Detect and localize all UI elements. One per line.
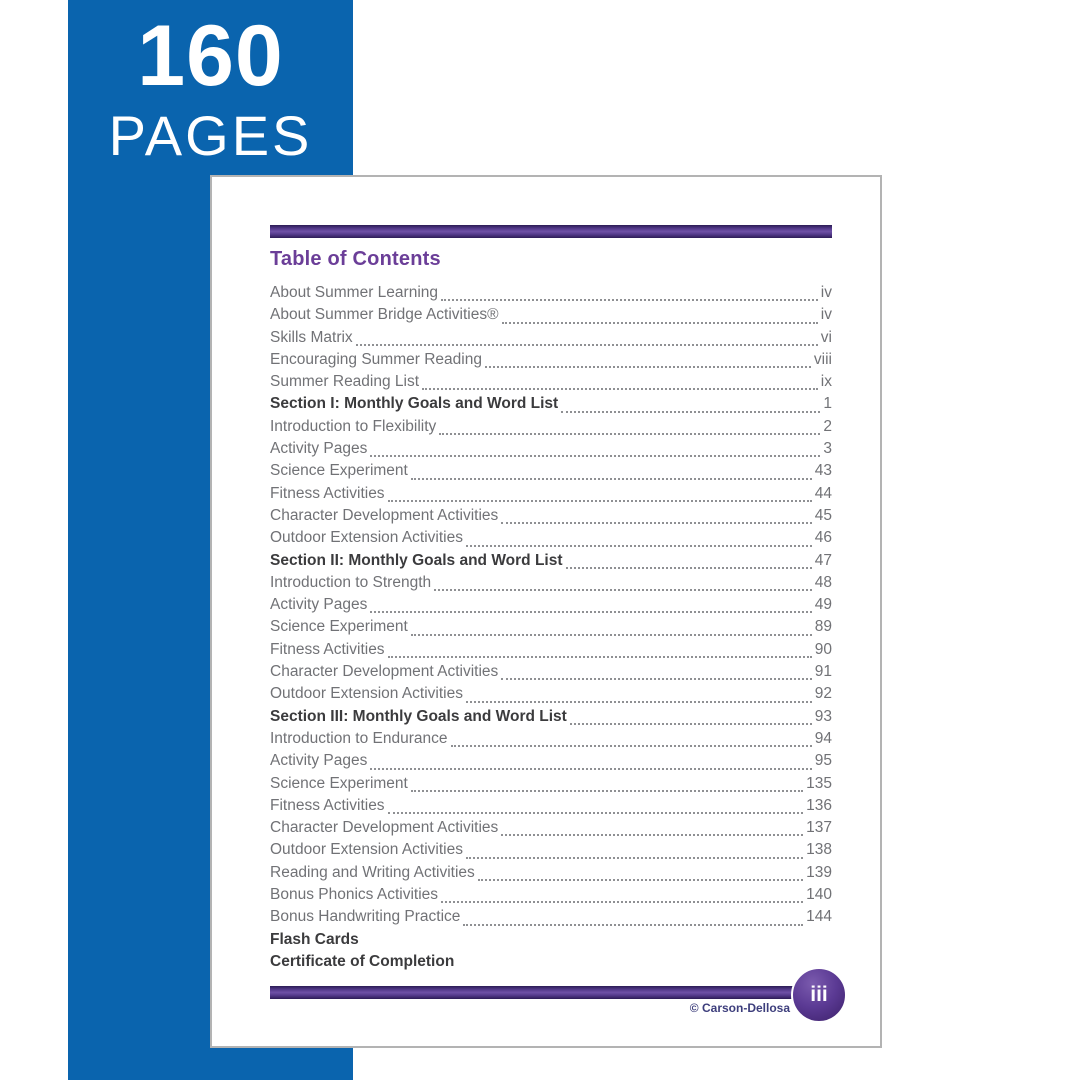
toc-entry-page: 92 [814,685,832,703]
toc-row [270,373,832,395]
toc-entry-page: 91 [814,663,832,681]
toc-entry-page: 45 [814,506,832,524]
page-title: Table of Contents [270,248,441,270]
toc-leader-dots [388,812,804,814]
toc-entry-label: About Summer Bridge Activities® [270,306,499,324]
toc-leader-dots [478,879,803,881]
toc-row [270,485,832,507]
toc-entry-page: 138 [806,841,832,859]
toc-row [270,663,832,685]
toc-entry-page: 47 [814,551,832,569]
toc-entry-label: Fitness Activities [270,796,385,814]
page-number-text: iii [810,983,828,1006]
toc-row [270,752,832,774]
toc-entry-label: Section I: Monthly Goals and Word List [270,395,559,413]
toc-entry-page: 46 [814,529,832,547]
toc-entry-page: 135 [806,774,832,792]
toc-row [270,886,832,908]
toc-entry-label: Outdoor Extension Activities [270,841,463,859]
toc-entry-label: Fitness Activities [270,640,385,658]
toc-row [270,775,832,797]
toc-entry-label: Bonus Handwriting Practice [270,908,461,926]
toc-row [270,329,832,351]
toc-entry-label: Skills Matrix [270,328,353,346]
toc-entry-page: 137 [806,819,832,837]
toc-leader-dots [411,634,812,636]
toc-row [270,708,832,730]
toc-leader-dots [439,433,820,435]
toc-entry-label: Activity Pages [270,440,368,458]
toc-entry-label: Character Development Activities [270,663,499,681]
top-rule-divider [270,225,832,238]
toc-row [270,864,832,886]
toc-row [270,953,832,975]
toc-entry-page: 95 [814,752,832,770]
toc-row [270,819,832,841]
toc-entry-page: 44 [814,484,832,502]
toc-leader-dots [422,388,818,390]
toc-row [270,841,832,863]
toc-entry-page: 144 [806,908,832,926]
toc-entry-label: Summer Reading List [270,373,420,391]
toc-entry-label: Character Development Activities [270,819,499,837]
toc-row [270,306,832,328]
toc-entry-label: Introduction to Flexibility [270,417,437,435]
toc-entry-page: 94 [814,729,832,747]
toc-entry-label: Flash Cards [270,930,359,948]
toc-entry-label: Fitness Activities [270,484,385,502]
toc-entry-page: 3 [823,440,832,458]
toc-row [270,574,832,596]
toc-leader-dots [451,745,812,747]
toc-row [270,462,832,484]
toc-entry-label: Introduction to Endurance [270,729,448,747]
toc-leader-dots [370,768,811,770]
toc-entry-label: About Summer Learning [270,284,439,301]
toc-entry-page: 136 [806,796,832,814]
toc-entry-label: Activity Pages [270,752,368,770]
toc-leader-dots [370,455,820,457]
toc-entry-page: 140 [806,886,832,904]
toc-entry-page: vi [820,328,832,346]
toc-entry-label: Character Development Activities [270,506,499,524]
toc-leader-dots [501,678,811,680]
toc-leader-dots [411,790,803,792]
toc-leader-dots [441,901,803,903]
toc-row [270,641,832,663]
toc-entry-page: 139 [806,863,832,881]
toc-entry-label: Bonus Phonics Activities [270,886,439,904]
toc-row [270,284,832,306]
toc-entry-label: Introduction to Strength [270,573,432,591]
toc-entry-label: Science Experiment [270,462,408,480]
toc-leader-dots [434,589,812,591]
toc-leader-dots [441,299,818,301]
toc-leader-dots [466,545,812,547]
toc-row [270,351,832,373]
toc-leader-dots [570,723,812,725]
toc-entry-label: Outdoor Extension Activities [270,529,463,547]
toc-entry-page: viii [813,350,832,368]
toc-entry-label: Science Experiment [270,618,408,636]
toc-leader-dots [485,366,811,368]
toc-row [270,440,832,462]
page-count-number: 160 [137,8,284,104]
bottom-rule-divider [270,986,800,999]
toc-leader-dots [388,500,812,502]
toc-entry-label: Encouraging Summer Reading [270,350,482,368]
toc-leader-dots [356,344,818,346]
toc-row [270,529,832,551]
toc-entry-page: 43 [814,462,832,480]
toc-list [270,284,832,975]
toc-leader-dots [463,924,803,926]
toc-leader-dots [388,656,812,658]
toc-row [270,418,832,440]
book-page [210,175,882,1048]
toc-entry-label: Science Experiment [270,774,408,792]
toc-leader-dots [411,478,812,480]
toc-leader-dots [466,701,812,703]
toc-leader-dots [370,611,811,613]
toc-entry-page: iv [820,284,832,301]
toc-entry-page: ix [820,373,832,391]
toc-row [270,596,832,618]
toc-entry-label: Certificate of Completion [270,952,455,970]
toc-row [270,685,832,707]
toc-entry-page: 49 [814,596,832,614]
toc-entry-page: 90 [814,640,832,658]
toc-entry-page: 89 [814,618,832,636]
toc-leader-dots [502,322,818,324]
toc-entry-label: Section II: Monthly Goals and Word List [270,551,563,569]
toc-entry-label: Section III: Monthly Goals and Word List [270,707,567,725]
toc-entry-page: 93 [814,707,832,725]
toc-row [270,908,832,930]
page-count-label: PAGES [108,104,313,167]
toc-row [270,618,832,640]
toc-entry-page: 48 [814,573,832,591]
toc-row [270,507,832,529]
toc-entry-label: Outdoor Extension Activities [270,685,463,703]
toc-leader-dots [501,834,803,836]
toc-row [270,797,832,819]
toc-leader-dots [566,567,812,569]
toc-row [270,931,832,953]
toc-entry-page: iv [820,306,832,324]
toc-entry-page: 1 [823,395,832,413]
copyright-text: © Carson-Dellosa [689,1001,790,1015]
toc-leader-dots [561,411,820,413]
toc-entry-label: Activity Pages [270,596,368,614]
toc-row [270,395,832,417]
toc-leader-dots [466,857,803,859]
toc-entry-label: Reading and Writing Activities [270,863,475,881]
toc-entry-page: 2 [823,417,832,435]
toc-row [270,552,832,574]
toc-row [270,730,832,752]
toc-leader-dots [501,522,811,524]
page-number-badge [791,967,847,1023]
